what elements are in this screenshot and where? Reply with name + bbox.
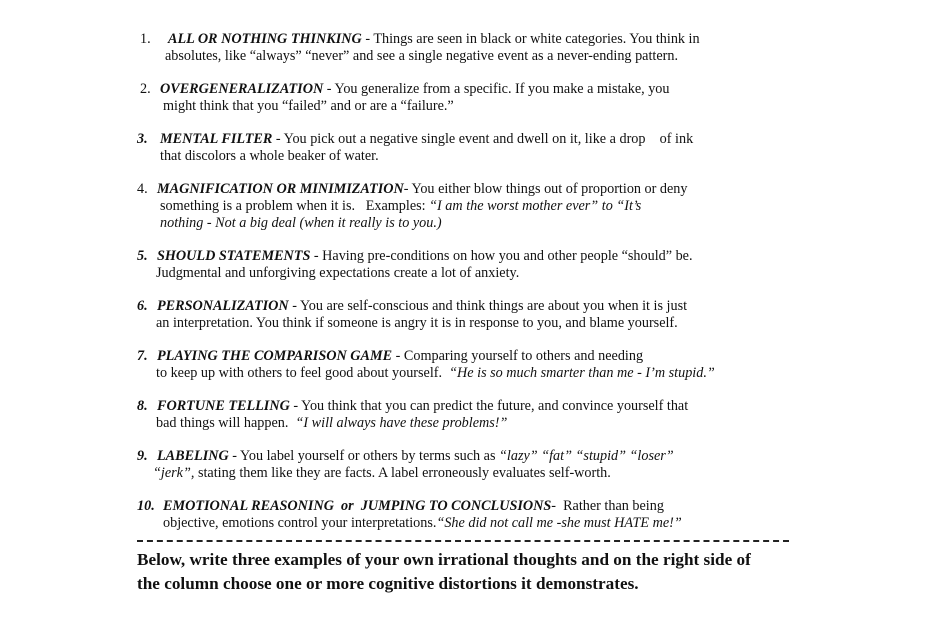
- item-example-quote: “I will always have these problems!”: [295, 415, 508, 431]
- item-number: 9.: [137, 448, 148, 464]
- item-number: 3.: [137, 131, 148, 147]
- distortion-item-6: [137, 298, 687, 332]
- item-term: MAGNIFICATION OR MINIMIZATION: [157, 181, 404, 197]
- item-text-line2: bad things will happen.: [156, 415, 296, 431]
- distortion-item-7: [137, 348, 715, 382]
- item-number: 1.: [140, 31, 151, 47]
- item-number: 6.: [137, 298, 148, 314]
- item-number: 2.: [140, 81, 151, 97]
- item-number: 8.: [137, 398, 148, 414]
- item-text-line2: stating them like they are facts. A label erroneously evaluates self-worth.: [194, 465, 611, 481]
- instructions-line-1: Below, write three examples of your own irrational thoughts and on the right side of: [137, 550, 751, 569]
- item-text: - Having pre-conditions on how you and other people “should” be.: [310, 248, 693, 264]
- item-number: 4.: [137, 181, 148, 197]
- distortion-item-9: [137, 448, 674, 482]
- distortion-item-8: [137, 398, 688, 432]
- item-term: OVERGENERALIZATION: [160, 81, 324, 97]
- item-example-quote: “I am the worst mother ever” to “It’s: [429, 198, 642, 214]
- item-text-line2: an interpretation. You think if someone is angry it is in response to you, and blame yourself.: [156, 315, 678, 331]
- item-number: 10.: [137, 498, 155, 514]
- distortion-item-10: [137, 498, 682, 532]
- item-text-line2: objective, emotions control your interpretations.: [163, 515, 437, 531]
- item-text-line2: might think that you “failed” and or are a “failure.”: [163, 98, 454, 114]
- item-text: - You label yourself or others by terms such as: [228, 448, 500, 464]
- item-number: 7.: [137, 348, 148, 364]
- distortion-item-3: [137, 131, 693, 165]
- item-example-quote: “He is so much smarter than me - I’m stupid.”: [449, 365, 715, 381]
- item-text: - Rather than being: [551, 498, 664, 514]
- item-text-line2: that discolors a whole beaker of water.: [160, 148, 379, 164]
- item-example-quote-cont: “jerk”,: [153, 465, 195, 481]
- item-text-line2: Judgmental and unforgiving expectations create a lot of anxiety.: [156, 265, 520, 281]
- item-text: - You think that you can predict the future, and convince yourself that: [289, 398, 689, 414]
- item-text-line2: something is a problem when it is. Examples:: [160, 198, 430, 214]
- dashed-divider: [137, 540, 789, 542]
- item-term: PLAYING THE COMPARISON GAME: [157, 348, 393, 364]
- item-example-quote-cont: nothing - Not a big deal (when it really is to you.): [160, 215, 442, 231]
- distortion-item-4: [137, 181, 688, 232]
- item-text: - You generalize from a specific. If you make a mistake, you: [323, 81, 670, 97]
- item-term: SHOULD STATEMENTS: [157, 248, 311, 264]
- item-text-line2: to keep up with others to feel good about yourself.: [156, 365, 450, 381]
- item-term: LABELING: [157, 448, 229, 464]
- item-text: - Comparing yourself to others and needing: [392, 348, 644, 364]
- distortion-item-1: [140, 31, 700, 65]
- item-term: MENTAL FILTER: [160, 131, 273, 147]
- item-number: 5.: [137, 248, 148, 264]
- distortion-item-5: [137, 248, 693, 282]
- item-example-quote: “lazy” “fat” “stupid” “loser”: [499, 448, 674, 464]
- item-text: - You are self-conscious and think things are about you when it is just: [288, 298, 688, 314]
- item-term: PERSONALIZATION: [157, 298, 289, 314]
- instructions-line-2: the column choose one or more cognitive distortions it demonstrates.: [137, 574, 639, 593]
- item-text: - You pick out a negative single event and dwell on it, like a drop of ink: [272, 131, 694, 147]
- item-text: - Things are seen in black or white categories. You think in: [361, 31, 700, 47]
- item-term: FORTUNE TELLING: [157, 398, 290, 414]
- distortion-item-2: [140, 81, 670, 115]
- item-term: EMOTIONAL REASONING or JUMPING TO CONCLUSIONS: [163, 498, 552, 514]
- item-text-line2: absolutes, like “always” “never” and see a single negative event as a never-ending pattern.: [165, 48, 679, 64]
- item-term: ALL OR NOTHING THINKING: [168, 31, 362, 47]
- item-example-quote: “She did not call me -she must HATE me!”: [436, 515, 682, 531]
- item-text: - You either blow things out of proportion or deny: [403, 181, 688, 197]
